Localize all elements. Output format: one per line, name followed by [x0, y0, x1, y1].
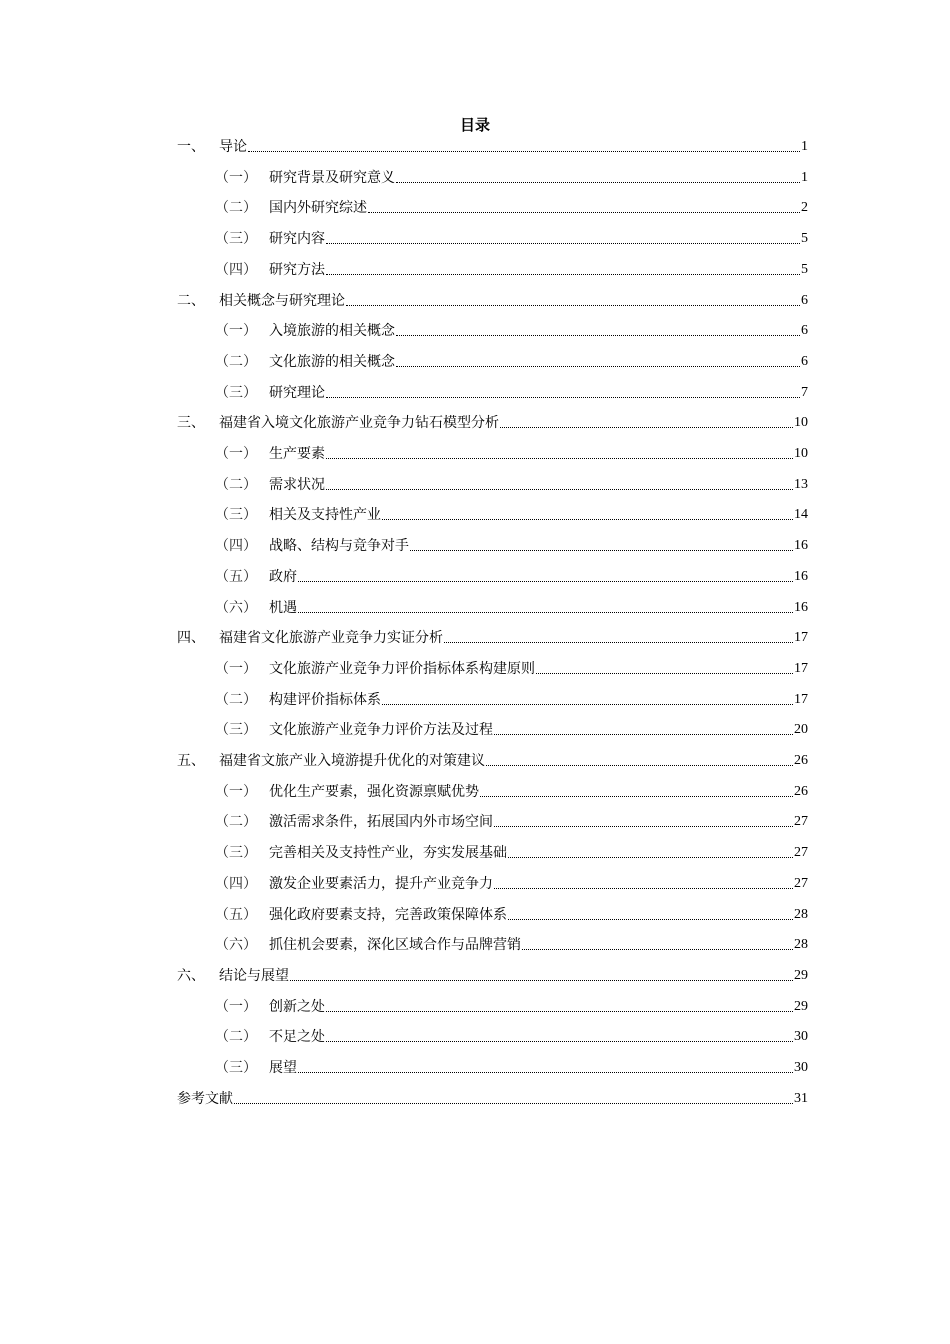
toc-entry-page: 17: [794, 691, 808, 707]
toc-entry-text: 文化旅游的相关概念: [269, 353, 395, 370]
toc-entry[interactable]: [215, 533, 808, 555]
toc-entry-text: 导论: [219, 139, 247, 155]
toc-entry-page: 20: [794, 722, 808, 738]
toc-entry-text: 福建省入境文化旅游产业竞争力钻石模型分析: [219, 415, 499, 432]
dot-leader: [494, 888, 793, 889]
dot-leader: [382, 704, 793, 705]
dot-leader: [494, 826, 793, 827]
toc-entry-page: 26: [794, 783, 808, 799]
toc-entry-text: 完善相关及支持性产业，夯实发展基础: [269, 845, 507, 862]
toc-entry-number: （三）: [215, 231, 257, 248]
toc-entry-number: （二）: [215, 691, 257, 708]
toc-entry-page: 10: [794, 415, 808, 431]
dot-leader: [298, 612, 793, 613]
toc-entry-page: 2: [801, 200, 808, 216]
dot-leader: [522, 949, 793, 950]
toc-title: 目录: [459, 116, 490, 134]
toc-entry-page: 6: [801, 353, 808, 369]
toc-entry-number: 五、: [177, 753, 205, 769]
toc-entry[interactable]: [177, 288, 808, 310]
toc-entry-page: 7: [801, 384, 808, 400]
toc-entry[interactable]: [215, 195, 808, 217]
dot-leader: [326, 397, 800, 398]
toc-entry-number: （三）: [215, 507, 257, 524]
toc-entry-text: 不足之处: [269, 1029, 325, 1046]
toc-entry-number: 三、: [177, 415, 205, 432]
dot-leader: [486, 765, 793, 766]
toc-entry-page: 1: [801, 169, 808, 185]
toc-entry-number: （四）: [215, 875, 257, 892]
toc-entry[interactable]: [215, 318, 808, 340]
dot-leader: [410, 550, 793, 551]
toc-entry-number: （三）: [215, 384, 257, 401]
toc-entry[interactable]: [215, 1055, 808, 1077]
dot-leader: [326, 489, 793, 490]
toc-entry-page: 29: [794, 998, 808, 1014]
toc-entry-number: （二）: [215, 814, 257, 831]
toc-entry-text: 研究方法: [269, 261, 325, 278]
toc-entry-page: 5: [801, 231, 808, 247]
toc-entry-text: 政府: [269, 568, 297, 585]
toc-entry-text: 需求状况: [269, 476, 325, 493]
toc-entry-page: 30: [794, 1060, 808, 1075]
dot-leader: [444, 642, 793, 643]
toc-entry[interactable]: [215, 257, 808, 279]
toc-entry[interactable]: [177, 963, 808, 985]
toc-entry-number: （五）: [215, 906, 257, 923]
toc-entry-text: 创新之处: [269, 998, 325, 1015]
toc-entry-page: 17: [794, 630, 808, 646]
toc-entry-page: 27: [794, 814, 808, 830]
toc-entry[interactable]: [215, 226, 808, 248]
toc-entry[interactable]: [177, 625, 808, 647]
toc-entry-number: （一）: [215, 783, 257, 800]
toc-entry[interactable]: [177, 410, 808, 432]
toc-entry-number: （一）: [215, 169, 257, 186]
toc-entry-text: 福建省文化旅游产业竞争力实证分析: [219, 630, 443, 647]
toc-entry-text: 抓住机会要素，深化区域合作与品牌营销: [269, 937, 521, 954]
toc-entry-text: 优化生产要素，强化资源禀赋优势: [269, 783, 479, 800]
toc-entry-text: 研究内容: [269, 231, 325, 248]
toc-entry-page: 6: [801, 323, 808, 339]
toc-entry[interactable]: [215, 502, 808, 524]
dot-leader: [248, 151, 800, 152]
toc-entry-page: 28: [794, 906, 808, 922]
toc-entry[interactable]: [215, 871, 808, 893]
toc-entry-number: 二、: [177, 292, 205, 309]
toc-entry[interactable]: [215, 779, 808, 801]
toc-entry-page: 27: [794, 845, 808, 861]
toc-entry[interactable]: [177, 748, 808, 770]
toc-entry[interactable]: [215, 687, 808, 709]
toc-entry-page: 10: [794, 446, 808, 461]
toc-entry-text: 构建评价指标体系: [269, 691, 381, 708]
toc-entry[interactable]: [215, 564, 808, 586]
toc-entry[interactable]: [215, 809, 808, 831]
toc-entry-text: 激活需求条件，拓展国内外市场空间: [269, 814, 493, 831]
dot-leader: [298, 1072, 793, 1073]
toc-entry-number: （三）: [215, 1060, 257, 1076]
toc-entry-page: 6: [801, 292, 808, 308]
toc-entry-number: （一）: [215, 323, 257, 340]
toc-entry-text: 文化旅游产业竞争力评价方法及过程: [269, 722, 493, 739]
dot-leader: [346, 305, 800, 306]
toc-entry-text: 结论与展望: [219, 967, 289, 984]
toc-entry-text: 战略、结构与竞争对手: [269, 538, 409, 555]
toc-entry-number: （四）: [215, 538, 257, 555]
toc-entry-number: 六、: [177, 967, 205, 984]
dot-leader: [368, 212, 800, 213]
dot-leader: [326, 1011, 793, 1012]
dot-leader: [536, 673, 793, 674]
dot-leader: [494, 734, 793, 735]
toc-entry[interactable]: [215, 902, 808, 924]
toc-entry-page: 16: [794, 538, 808, 554]
toc-entry-page: 31: [794, 1090, 808, 1106]
toc-entry-page: 29: [794, 967, 808, 983]
toc-entry[interactable]: [215, 656, 808, 678]
toc-entry-text: 强化政府要素支持，完善政策保障体系: [269, 906, 507, 923]
toc-entry-text: 机遇: [269, 599, 297, 616]
toc-entry-page: 5: [801, 261, 808, 277]
toc-entry-page: 14: [794, 507, 808, 523]
dot-leader: [480, 796, 793, 797]
toc-entry-page: 1: [801, 139, 808, 154]
dot-leader: [396, 335, 800, 336]
dot-leader: [326, 243, 800, 244]
toc-entry[interactable]: [177, 134, 808, 156]
toc-entry-number: （六）: [215, 937, 257, 954]
toc-entry-page: 26: [794, 753, 808, 768]
dot-leader: [508, 857, 793, 858]
toc-entry-text: 福建省文旅产业入境游提升优化的对策建议: [219, 753, 485, 769]
toc-entry-page: 13: [794, 476, 808, 492]
dot-leader: [326, 458, 793, 459]
toc-entry-number: （三）: [215, 845, 257, 862]
toc-entry-number: （二）: [215, 476, 257, 493]
toc-entry-text: 入境旅游的相关概念: [269, 323, 395, 340]
toc-entry[interactable]: [215, 595, 808, 617]
toc-entry-number: （三）: [215, 722, 257, 739]
dot-leader: [326, 274, 800, 275]
toc-entry-page: 27: [794, 875, 808, 891]
toc-entry-text: 生产要素: [269, 446, 325, 462]
toc-entry[interactable]: [215, 994, 808, 1016]
toc-entry-number: （六）: [215, 599, 257, 616]
toc-entry[interactable]: [215, 349, 808, 371]
toc-entry[interactable]: [215, 1024, 808, 1046]
toc-entry-page: 16: [794, 568, 808, 584]
toc-entry-page: 17: [794, 660, 808, 676]
toc-entry-number: 四、: [177, 630, 205, 647]
dot-leader: [234, 1103, 793, 1104]
toc-entry-number: （二）: [215, 200, 257, 217]
toc-entry-number: （五）: [215, 568, 257, 585]
toc-entry-text: 相关及支持性产业: [269, 507, 381, 524]
toc-entry[interactable]: [215, 717, 808, 739]
toc-entry-text: 研究理论: [269, 384, 325, 401]
toc-entry[interactable]: [215, 932, 808, 954]
dot-leader: [508, 919, 793, 920]
toc-entry-text: 相关概念与研究理论: [219, 292, 345, 309]
toc-entry-page: 16: [794, 599, 808, 615]
toc-entry[interactable]: [215, 840, 808, 862]
dot-leader: [290, 980, 793, 981]
toc-entry-number: （二）: [215, 353, 257, 370]
dot-leader: [382, 519, 793, 520]
toc-entry-page: 28: [794, 937, 808, 953]
dot-leader: [326, 1041, 793, 1042]
toc-entry[interactable]: [177, 1086, 808, 1108]
dot-leader: [396, 182, 800, 183]
dot-leader: [396, 366, 800, 367]
toc-entry-number: 一、: [177, 139, 205, 155]
toc-entry-text: 参考文献: [177, 1090, 233, 1107]
toc-entry-text: 文化旅游产业竞争力评价指标体系构建原则: [269, 660, 535, 677]
toc-entry[interactable]: [215, 472, 808, 494]
toc-entry[interactable]: [215, 165, 808, 187]
toc-entry[interactable]: [215, 441, 808, 463]
toc-entry-number: （一）: [215, 660, 257, 677]
toc-entry-text: 激发企业要素活力，提升产业竞争力: [269, 875, 493, 892]
dot-leader: [500, 427, 793, 428]
toc-entry-text: 展望: [269, 1060, 297, 1076]
toc-entry-page: 30: [794, 1029, 808, 1045]
toc-entry-text: 研究背景及研究意义: [269, 169, 395, 186]
toc-entry-number: （四）: [215, 261, 257, 278]
dot-leader: [298, 581, 793, 582]
toc-entry-number: （一）: [215, 446, 257, 462]
toc-entry-number: （一）: [215, 998, 257, 1015]
toc-entry[interactable]: [215, 380, 808, 402]
toc-entry-number: （二）: [215, 1029, 257, 1046]
toc-entry-text: 国内外研究综述: [269, 200, 367, 217]
